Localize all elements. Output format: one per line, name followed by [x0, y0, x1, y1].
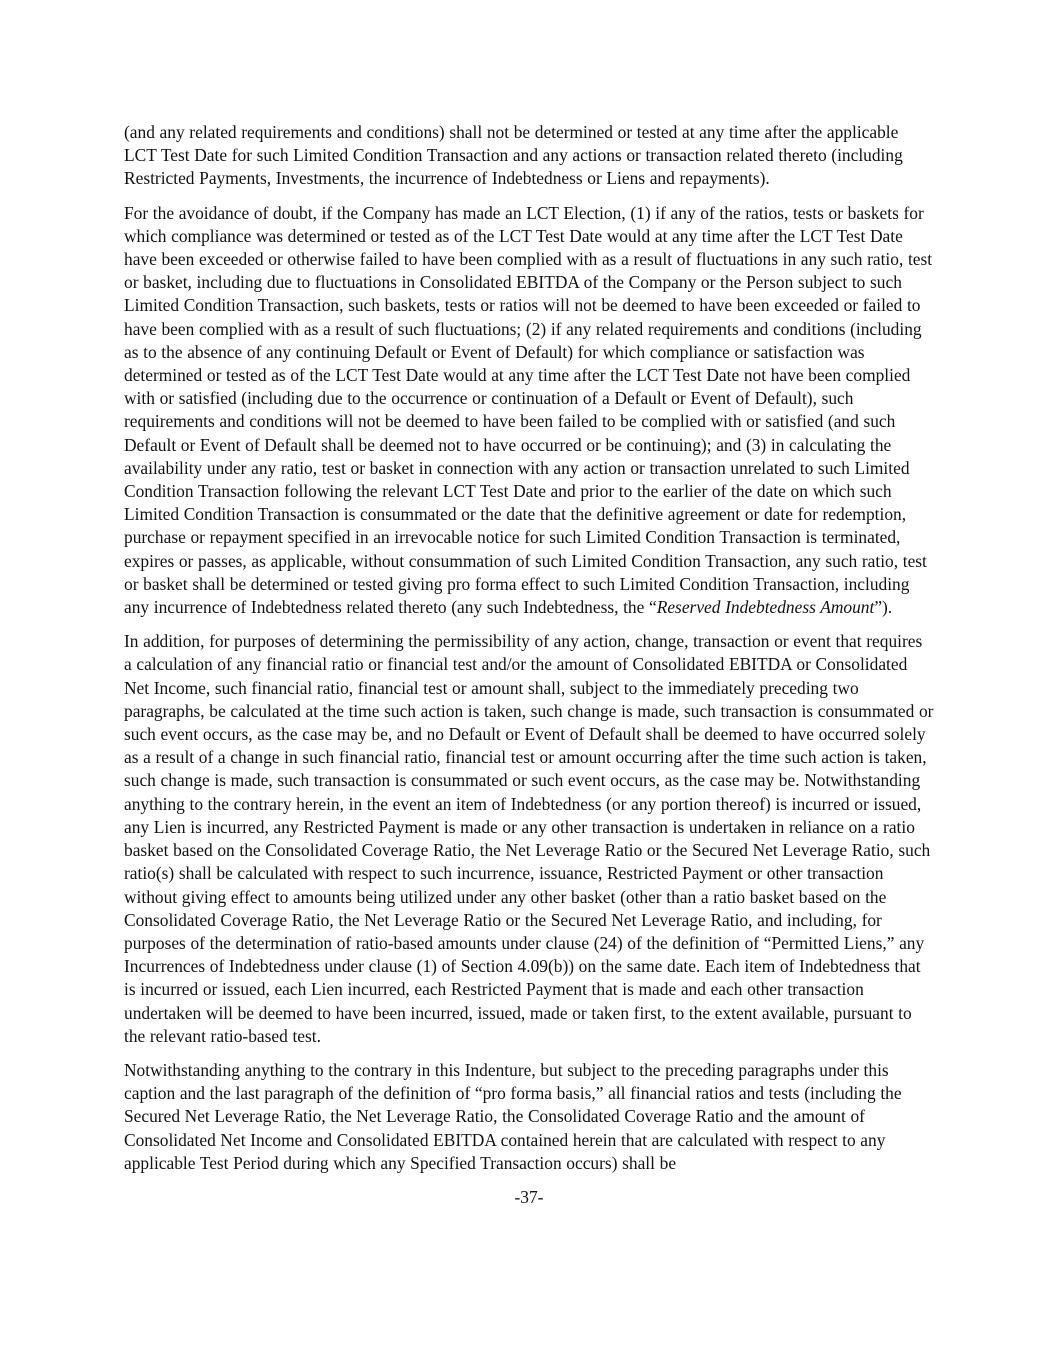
paragraph-text: Notwithstanding anything to the contrary in this Indenture, but subject to the preceding paragraphs under this caption and the last paragraph of the definition of “pro forma basis,” all financial ratios and tests (including the Secured Net Leverage Ratio, the Net Leverage Ratio, the Consolidated Coverage Ratio and the amount of Consolidated Net Income and Consolidated EBITDA contained herein that are calculated with respect to any applicable Test Period during which any Specified Transaction occurs) shall be [124, 1059, 902, 1173]
paragraph-text: ”). [874, 597, 893, 618]
paragraph-text: (and any related requirements and conditions) shall not be determined or tested at any time after the applicable LCT Test Date for such Limited Condition Transaction and any actions or transaction related thereto (including Restricted Payments, Investments, the incurrence of Indebtedness or Liens and repayments). [124, 122, 903, 189]
paragraph-text: For the avoidance of doubt, if the Company has made an LCT Election, (1) if any of the ratios, tests or baskets for which compliance was determined or tested as of the LCT Test Date would at any time after the LCT Test Date have been exceeded or otherwise failed to have been complied with as a result of fluctuations in any such ratio, test or basket, including due to fluctuations in Consolidated EBITDA of the Company or the Person subject to such Limited Condition Transaction, such baskets, tests or ratios will not be deemed to have been exceeded or failed to have been complied with as a result of such fluctuations; (2) if any related requirements and conditions (including as to the absence of any continuing Default or Event of Default) for which compliance or satisfaction was determined or tested as of the LCT Test Date would at any time after the LCT Test Date not have been complied with or satisfied (including due to the occurrence or continuation of a Default or Event of Default), such requirements and conditions will not be deemed to have been failed to be complied with or satisfied (and such Default or Event of Default shall be deemed not to have occurred or be continuing); and (3) in calculating the availability under any ratio, test or basket in connection with any action or transaction unrelated to such Limited Condition Transaction following the relevant LCT Test Date and prior to the earlier of the date on which such Limited Condition Transaction is consummated or the date that the definitive agreement or date for redemption, purchase or repayment specified in an irrevocable notice for such Limited Condition Transaction is terminated, expires or passes, as applicable, without consummation of such Limited Condition Transaction, any such ratio, test or basket shall be determined or tested giving pro forma effect to such Limited Condition Transaction, including any incurrence of Indebtedness related thereto (any such Indebtedness, the “ [124, 202, 933, 618]
paragraph-text: In addition, for purposes of determining the permissibility of any action, change, transaction or event that requires a calculation of any financial ratio or financial test and/or the amount of Consolidated EBITDA or Consolidated Net Income, such financial ratio, financial test or amount shall, subject to the immediately preceding two paragraphs, be calculated at the time such action is taken, such change is made, such transaction is consummated or such event occurs, as the case may be, and no Default or Event of Default shall be deemed to have occurred solely as a result of a change in such financial ratio, financial test or amount occurring after the time such action is taken, such change is made, such transaction is consummated or such event occurs, as the case may be. Notwithstanding anything to the contrary herein, in the event an item of Indebtedness (or any portion thereof) is incurred or issued, any Lien is incurred, any Restricted Payment is made or any other transaction is undertaken in reliance on a ratio basket based on the Consolidated Coverage Ratio, the Net Leverage Ratio or the Secured Net Leverage Ratio, such ratio(s) shall be calculated with respect to such incurrence, issuance, Restricted Payment or other transaction without giving effect to amounts being utilized under any other basket (other than a ratio basket based on the Consolidated Coverage Ratio, the Net Leverage Ratio or the Secured Net Leverage Ratio, and including, for purposes of the determination of ratio-based amounts under clause (24) of the definition of “Permitted Liens,” any Incurrences of Indebtedness under clause (1) of Section 4.09(b)) on the same date. Each item of Indebtedness that is incurred or issued, each Lien incurred, each Restricted Payment that is made and each other transaction undertaken will be deemed to have been incurred, issued, made or taken first, to the extent available, pursuant to the relevant ratio-based test. [124, 631, 934, 1046]
page-number: -37- [514, 1186, 544, 1207]
paragraph-lct-test-date [124, 121, 934, 191]
defined-term-reserved-indebtedness-amount: Reserved Indebtedness Amount [656, 597, 875, 618]
paragraph-in-addition [124, 630, 934, 1048]
paragraph-avoidance-of-doubt [124, 202, 934, 620]
paragraph-notwithstanding [124, 1059, 934, 1175]
